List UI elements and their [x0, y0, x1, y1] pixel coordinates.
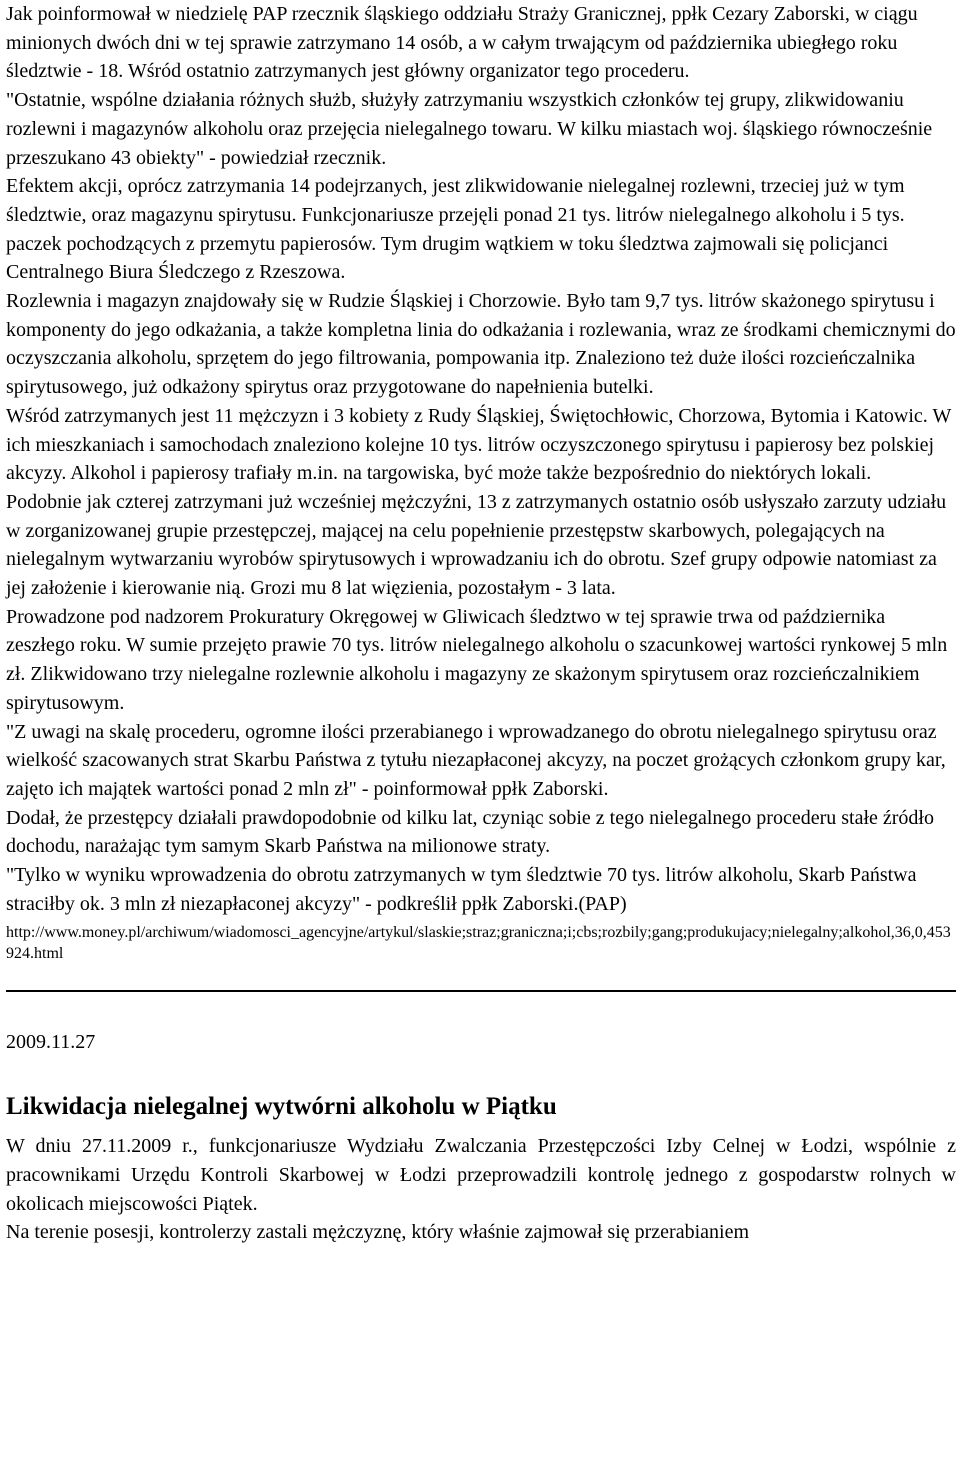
article-paragraph: Prowadzone pod nadzorem Prokuratury Okręgowej w Gliwicach śledztwo w tej sprawie trwa od października zeszłego roku. W sumie przejęto prawie 70 tys. litrów nielegalnego alkoholu o szacunkowej wartości rynkowej 5 mln zł. Zlikwidowano trzy nielegalne rozlewnie alkoholu i magazyny ze skażonym spirytusem oraz rozcieńczalnikiem spirytusowym.	[6, 605, 948, 714]
article-paragraph: "Tylko w wyniku wprowadzenia do obrotu zatrzymanych w tym śledztwie 70 tys. litrów alkoholu, Skarb Państwa straciłby ok. 3 mln zł niezapłaconej akcyzy" - podkreślił ppłk Zaborski.(PAP)	[6, 864, 917, 915]
article-paragraph: Rozlewnia i magazyn znajdowały się w Rudzie Śląskiej i Chorzowie. Było tam 9,7 tys. litrów skażonego spirytusu i komponenty do jego odkażania, a także kompletna linia do odkażania i rozlewania, wraz ze środkami chemicznymi do oczyszczania alkoholu, sprzętem do jego filtrowania, pompowania itp. Znaleziono też duże ilości rozcieńczalnika spirytusowego, już odkażony spirytus oraz przygotowane do napełnienia butelki.	[6, 290, 956, 399]
article-paragraph: "Z uwagi na skalę procederu, ogromne ilości przerabianego i wprowadzanego do obrotu nielegalnego spirytusu oraz wielkość szacowanych strat Skarbu Państwa z tytułu niezapłaconej akcyzy, na poczet grożących członkom grupy kar, zajęto ich majątek wartości ponad 2 mln zł" - poinformował ppłk Zaborski.	[6, 720, 946, 800]
article-paragraph: Na terenie posesji, kontrolerzy zastali mężczyznę, który właśnie zajmował się przerabianiem	[6, 1221, 750, 1244]
article-paragraph: Podobnie jak czterej zatrzymani już wcześniej mężczyźni, 13 z zatrzymanych ostatnio osób usłyszało zarzuty udziału w zorganizowanej grupie przestępczej, mającej na celu popełnienie przestępstw skarbowych, polegających na nielegalnym wytwarzaniu wyrobów spirytusowych i wprowadzaniu ich do obrotu. Szef grupy odpowie natomiast za jej założenie i kierowanie nią. Grozi mu 8 lat więzienia, pozostałym - 3 lata.	[6, 490, 947, 600]
article-paragraph: W dniu 27.11.2009 r., funkcjonariusze Wydziału Zwalczania Przestępczości Izby Celnej w Łodzi, wspólnie z pracownikami Urzędu Kontroli Skarbowej w Łodzi przeprowadzili kontrolę jednego z gospodarstw rolnych w okolicach miejscowości Piątek.	[6, 1135, 956, 1215]
article-paragraph: "Ostatnie, wspólne działania różnych służb, służyły zatrzymaniu wszystkich członków tej grupy, zlikwidowaniu rozlewni i magazynów alkoholu oraz przejęcia nielegalnego towaru. W kilku miastach woj. śląskiego równocześnie przeszukano 43 obiekty" - powiedział rzecznik.	[6, 89, 933, 169]
article-headline: Likwidacja nielegalnej wytwórni alkoholu w Piątku	[6, 1093, 557, 1121]
source-url: http://www.money.pl/archiwum/wiadomosci_agencyjne/artykul/slaskie;straz;graniczna;i;cbs;rozbily;gang;produkujacy;nielegalny;alkohol,36,0,453924.html	[6, 923, 951, 962]
article-paragraph: Wśród zatrzymanych jest 11 mężczyzn i 3 kobiety z Rudy Śląskiej, Świętochłowic, Chorzowa, Bytomia i Katowic. W ich mieszkaniach i samochodach znaleziono kolejne 10 tys. litrów oczyszczonego spirytusu i papierosy bez polskiej akcyzy. Alkohol i papierosy trafiały m.in. na targowiska, być może także bezpośrednio do niektórych lokali.	[6, 404, 951, 485]
document-page	[6, 0, 956, 1247]
article-paragraph: Dodał, że przestępcy działali prawdopodobnie od kilku lat, czyniąc sobie z tego nielegalnego procederu stałe źródło dochodu, narażając tym samym Skarb Państwa na milionowe straty.	[6, 806, 934, 858]
section-divider	[6, 990, 956, 992]
article-straz-graniczna	[6, 0, 956, 964]
article-wytwornia-piatek	[6, 1028, 956, 1248]
article-paragraph: Efektem akcji, oprócz zatrzymania 14 podejrzanych, jest zlikwidowanie nielegalnej rozlewni, trzeciej już w tym śledztwie, oraz magazynu spirytusu. Funkcjonariusze przejęli ponad 21 tys. litrów nielegalnego alkoholu i 5 tys. paczek pochodzących z przemytu papierosów. Tym drugim wątkiem w toku śledztwa zajmowali się policjanci Centralnego Biura Śledczego z Rzeszowa.	[6, 175, 905, 284]
article-date: 2009.11.27	[6, 1030, 96, 1053]
article-paragraph: Jak poinformował w niedzielę PAP rzecznik śląskiego oddziału Straży Granicznej, ppłk Cezary Zaborski, w ciągu minionych dwóch dni w tej sprawie zatrzymano 14 osób, a w całym trwającym od października ubiegłego roku śledztwie - 18. Wśród ostatnio zatrzymanych jest główny organizator tego procederu.	[6, 3, 918, 83]
